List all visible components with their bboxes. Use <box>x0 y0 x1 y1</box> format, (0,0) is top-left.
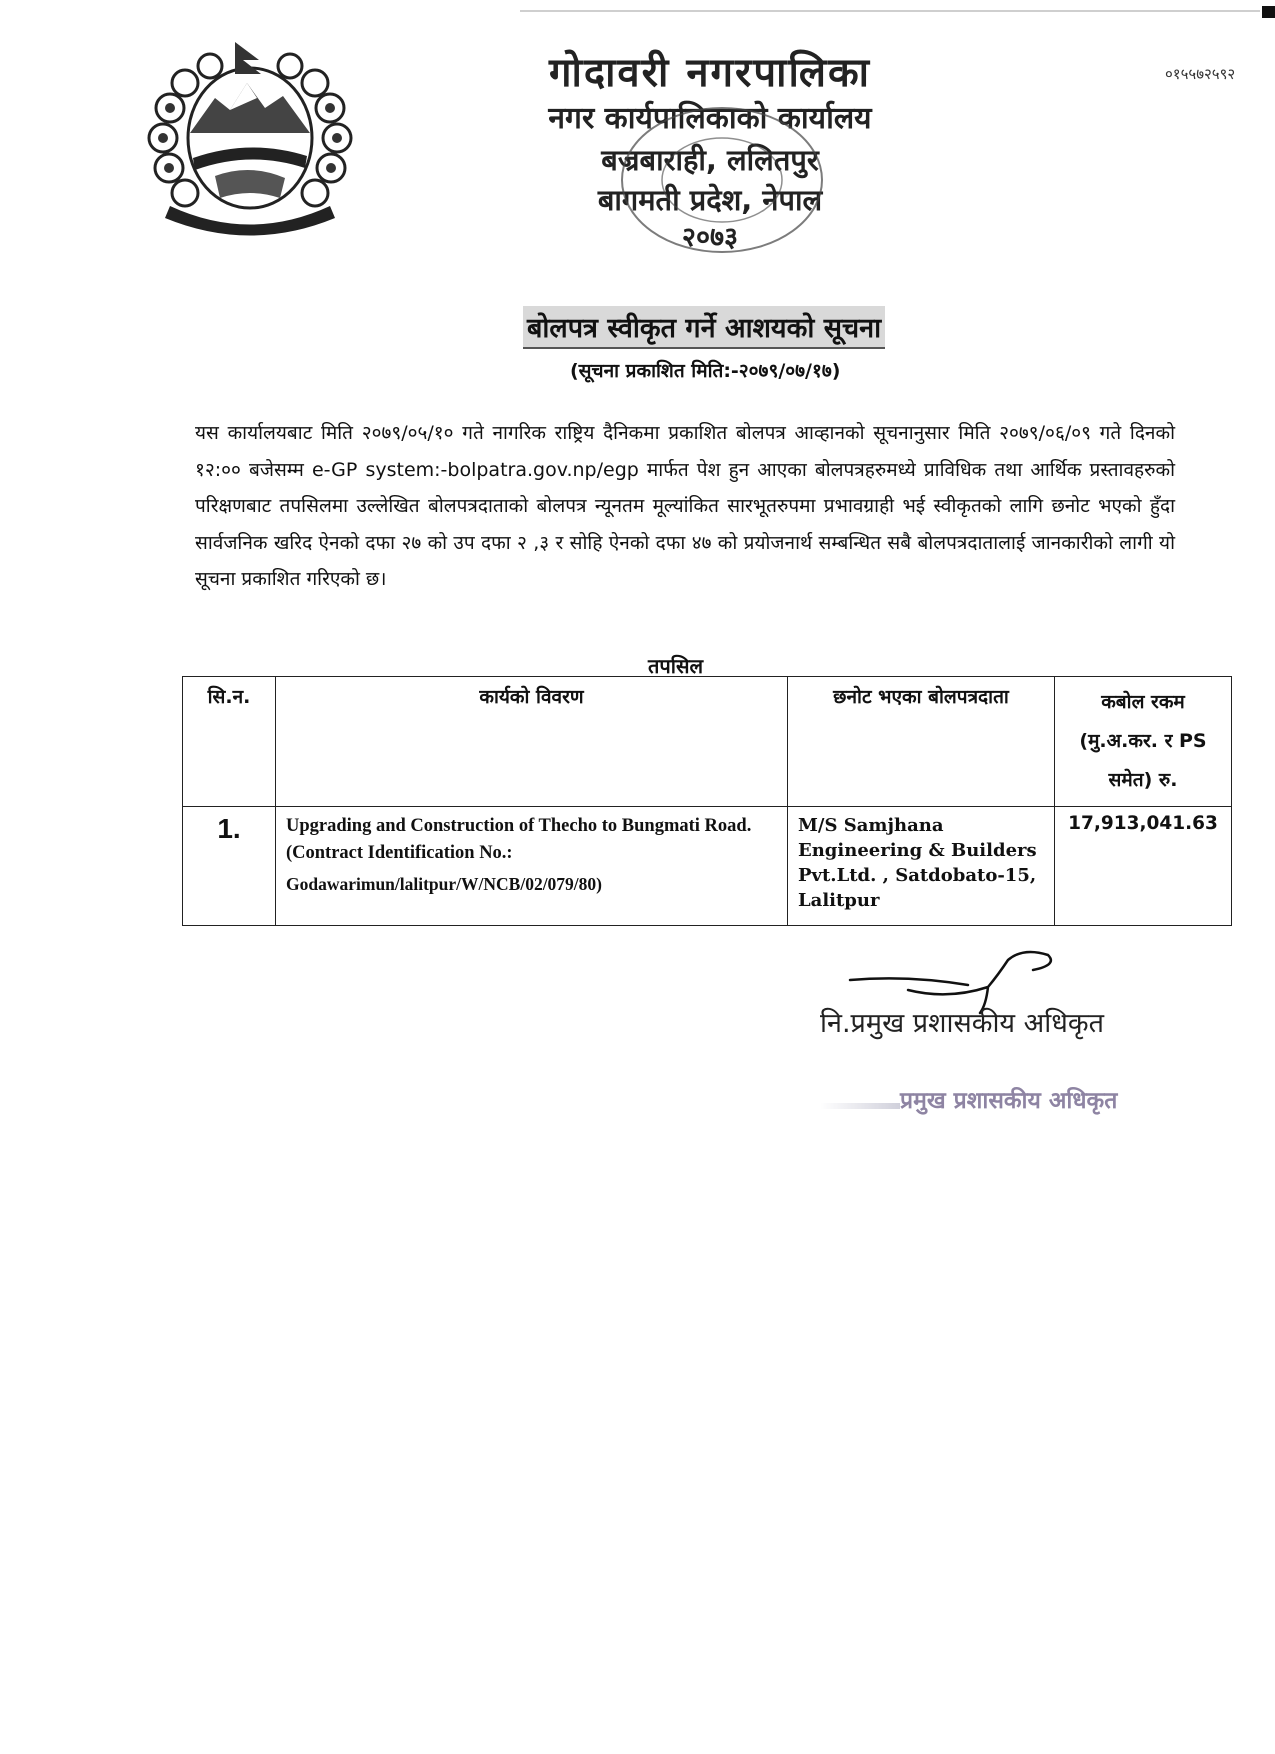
row-serial-number: 1. <box>183 807 276 926</box>
header-serial-number: सि.न. <box>183 677 276 807</box>
row-selected-bidder: M/S Samjhana Engineering & Builders Pvt.Ltd. , Satdobato-15, Lalitpur <box>788 807 1055 926</box>
office-name: नगर कार्यपालिकाको कार्यालय <box>548 101 872 136</box>
top-corner-mark <box>1262 6 1275 18</box>
header-bid-amount-line3: समेत) रु. <box>1108 769 1178 791</box>
municipality-name: गोदावरी नगरपालिका <box>548 50 872 96</box>
publish-date: (सूचना प्रकाशित मिति:-२०७९/०७/१७) <box>570 360 841 382</box>
notice-title: बोलपत्र स्वीकृत गर्ने आशयको सूचना <box>523 306 885 349</box>
signatory-title: नि.प्रमुख प्रशासकीय अधिकृत <box>820 1008 1105 1039</box>
notice-body: यस कार्यालयबाट मिति २०७९/०५/१० गते नागरिक राष्ट्रिय दैनिकमा प्रकाशित बोलपत्र आव्हानको सूचनानुसार मिति २०७९/०६/०९ गते दिनको १२:०० बजेसम्म e-GP system:-bolpatra.gov.np/egp मार्फत पेश हुन आएका बोलपत्रहरुमध्ये प्राविधिक तथा आर्थिक प्रस्तावहरुको परिक्षणबाट तपसिलमा उल्लेखित बोलपत्रदाताको बोलपत्र न्यूनतम मूल्यांकित सारभूतरुपमा प्रभावग्राही भई स्वीकृतको लागि छनोट भएको हुँदा सार्वजनिक खरिद ऐनको दफा २७ को उप दफा २ ,३ र सोहि ऐनको दफा ४७ को प्रयोजनार्थ सम्बन्धित सबै बोलपत्रदातालाई जानकारीको लागी यो सूचना प्रकाशित गरिएको छ। <box>195 422 1175 590</box>
government-emblem-icon <box>135 38 365 238</box>
reference-number: ०१५५७२५९२ <box>1165 65 1236 83</box>
row-work-description <box>276 807 788 926</box>
office-location: बज्रबाराही, ललितपुर <box>601 143 819 177</box>
header-selected-bidder: छनोट भएका बोलपत्रदाता <box>788 677 1055 807</box>
header-work-description: कार्यको विवरण <box>276 677 788 807</box>
office-seal-stamp <box>615 100 830 260</box>
office-province: बागमती प्रदेश, नेपाल <box>597 183 823 217</box>
header-bid-amount-line1: कबोल रकम <box>1101 691 1185 713</box>
bid-table <box>182 676 1232 926</box>
row-bid-amount: 17,913,041.63 <box>1055 807 1232 926</box>
row-description-line1: Upgrading and Construction of Thecho to Bungmati Road. (Contract Identification No.: <box>286 816 752 863</box>
table-row <box>183 807 1232 926</box>
table-caption: तपसिल <box>648 654 704 678</box>
table-header-row <box>183 677 1232 807</box>
established-year: २०७३ <box>681 222 739 253</box>
header-bid-amount-line2: (मु.अ.कर. र PS <box>1079 730 1207 752</box>
signatory-stamp: प्रमुख प्रशासकीय अधिकृत <box>900 1088 1118 1114</box>
stamp-smudge <box>820 1103 900 1109</box>
header-bid-amount <box>1055 677 1232 807</box>
top-edge-line <box>520 10 1260 12</box>
row-contract-id: Godawarimun/lalitpur/W/NCB/02/079/80) <box>286 874 602 894</box>
